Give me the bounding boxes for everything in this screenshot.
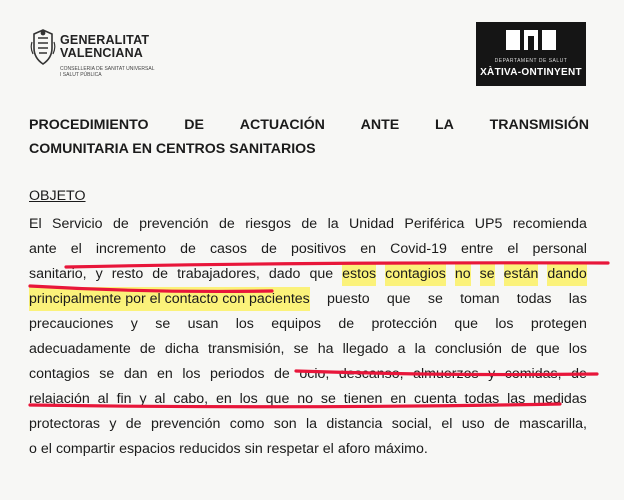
body-word: y [488, 366, 496, 382]
body-word: de [274, 366, 290, 382]
body-word: principalmente por el contacto con pacientes [29, 287, 310, 311]
body-word: de [261, 241, 277, 257]
body-line [29, 362, 587, 386]
body-word: Covid-19 [390, 241, 447, 257]
body-word: adecuadamente [29, 341, 131, 357]
body-word: toman [460, 291, 500, 307]
document-title [29, 113, 589, 161]
logo-name-line2: VALENCIANA [60, 46, 144, 60]
body-word: que [386, 291, 411, 307]
body-word: máximo. [374, 441, 428, 457]
body-word: dicha [164, 341, 199, 357]
body-word: que [309, 266, 334, 282]
body-word: el [40, 441, 52, 457]
body-word: de [125, 416, 142, 432]
body-word: espacios [119, 441, 176, 457]
body-word: respetar [266, 441, 319, 457]
body-word: la [414, 341, 426, 357]
body-word: los [568, 341, 587, 357]
body-word: de [494, 416, 510, 432]
body-word: estos [342, 262, 376, 286]
title-word: DE [184, 117, 205, 133]
logo-name-line1: GENERALITAT [60, 33, 150, 47]
body-word: los [495, 316, 514, 332]
body-line [29, 237, 587, 261]
generalitat-logo [30, 28, 180, 76]
body-word: al [154, 391, 166, 407]
body-line [29, 312, 587, 336]
body-word: aforo [337, 441, 371, 457]
body-word: UP5 [474, 216, 503, 232]
body-word: llegado [342, 341, 389, 357]
body-word: Servicio [52, 216, 103, 232]
body-word: Unidad [349, 216, 394, 232]
body-word: mascarilla, [519, 416, 587, 432]
body-word: fin [116, 391, 132, 407]
body-word: de [139, 341, 156, 357]
body-word: los [182, 366, 201, 382]
title-word: LA [434, 117, 454, 133]
body-word: ocio, [299, 366, 330, 382]
body-word: en [215, 391, 232, 407]
body-word: los [239, 391, 258, 407]
body-word: y [130, 316, 138, 332]
body-word: las [568, 291, 587, 307]
body-word: dando [547, 262, 586, 286]
body-word: la [306, 416, 318, 432]
body-word: precauciones [29, 316, 114, 332]
body-line [29, 337, 587, 361]
body-word: almuerzos [413, 366, 479, 382]
logo-sub-line1: CONSELLERIA DE SANITAT UNIVERSAL [60, 66, 155, 72]
body-word: social, [391, 416, 432, 432]
body-word: como [229, 416, 265, 432]
body-word: casos [209, 241, 248, 257]
body-word: en [390, 391, 407, 407]
body-line [29, 412, 587, 436]
body-word: el [70, 241, 82, 257]
section-heading: OBJETO [29, 188, 86, 204]
body-word: sanitario, [29, 266, 87, 282]
body-word: el [441, 416, 453, 432]
body-word: y [139, 391, 147, 407]
generalitat-name [60, 34, 149, 60]
body-word: periodos [210, 366, 265, 382]
body-line [29, 212, 587, 236]
body-word: y [109, 416, 117, 432]
body-word: recomienda [512, 216, 587, 232]
body-word: conclusión [434, 341, 502, 357]
body-word: prevención [150, 416, 221, 432]
crest-icon [30, 28, 56, 68]
body-word: personal [532, 241, 587, 257]
body-word: que [454, 316, 479, 332]
body-word: todas [464, 391, 500, 407]
body-word: positivos [290, 241, 347, 257]
body-word: relajación [29, 391, 90, 407]
body-word: uso [461, 416, 485, 432]
body-word: los [235, 316, 254, 332]
body-word: equipos [271, 316, 321, 332]
body-word: no [297, 391, 314, 407]
body-word: de [218, 216, 235, 232]
body-word: la [327, 216, 339, 232]
title-line-1 [29, 113, 589, 137]
body-word: cabo, [173, 391, 209, 407]
body-word: compartir [55, 441, 116, 457]
generalitat-subtitle [60, 66, 190, 78]
body-word: no [455, 262, 471, 286]
body-line [29, 262, 587, 286]
body-word: a [397, 341, 406, 357]
body-word: medidas [533, 391, 587, 407]
body-word: o [29, 441, 37, 457]
body-word: en [360, 241, 377, 257]
body-word: sin [244, 441, 263, 457]
body-word: en [157, 366, 173, 382]
body-word: de [338, 316, 355, 332]
body-word: que [265, 391, 290, 407]
body-word: protectoras [29, 416, 100, 432]
body-word: están [504, 262, 539, 286]
body-word: todas [516, 291, 552, 307]
body-word: prevención [139, 216, 209, 232]
body-word: protegen [530, 316, 587, 332]
title-word: ANTE [360, 117, 400, 133]
body-word: de [152, 266, 169, 282]
body-line [29, 387, 587, 411]
body-word: transmisión, [207, 341, 285, 357]
body-word: de [511, 341, 527, 357]
body-word: entre [460, 241, 494, 257]
title-word: TRANSMISIÓN [489, 117, 589, 133]
body-word: puesto [327, 291, 370, 307]
body-word: se [293, 341, 309, 357]
body-word: cuenta [414, 391, 457, 407]
body-word: incremento [95, 241, 167, 257]
body-word: tienen [343, 391, 383, 407]
body-line [29, 287, 587, 311]
body-word: se [427, 291, 443, 307]
body-word: El [29, 216, 42, 232]
body-word: descanso, [338, 366, 404, 382]
body-word: ha [317, 341, 334, 357]
body-word: ante [29, 241, 57, 257]
body-word: el [507, 241, 519, 257]
body-word: se [99, 366, 115, 382]
body-word: de [112, 216, 129, 232]
body-word: de [180, 241, 196, 257]
body-word: se [320, 391, 336, 407]
body-word: las [507, 391, 526, 407]
title-word: PROCEDIMIENTO [29, 117, 149, 133]
body-word: protección [371, 316, 437, 332]
body-word: dan [123, 366, 148, 382]
body-word: al [97, 391, 109, 407]
body-word: el [322, 441, 334, 457]
body-word: trabajadores, [177, 266, 260, 282]
department-small-text: DEPARTAMENT DE SALUT [494, 58, 568, 64]
body-word: comidas, [504, 366, 562, 382]
body-word: reducidos [179, 441, 241, 457]
body-word: se [155, 316, 171, 332]
department-name: XÀTIVA-ONTINYENT [480, 67, 582, 78]
body-word: contagios [385, 262, 446, 286]
body-line [29, 437, 587, 461]
body-word: se [480, 262, 495, 286]
body-word: de [301, 216, 318, 232]
body-word: riesgos [245, 216, 291, 232]
departamento-logo [476, 22, 586, 86]
body-word: que [535, 341, 560, 357]
title-line-2: COMUNITARIA EN CENTROS SANITARIOS [29, 141, 316, 157]
building-icon [504, 28, 558, 52]
body-word: son [273, 416, 297, 432]
body-word: distancia [326, 416, 383, 432]
body-word: contagios [29, 366, 90, 382]
body-word: Periférica [404, 216, 465, 232]
logo-sub-line2: I SALUT PÚBLICA [60, 72, 102, 78]
body-word: y [95, 266, 103, 282]
body-word: resto [111, 266, 144, 282]
body-word: dado [268, 266, 301, 282]
title-word: ACTUACIÓN [239, 117, 325, 133]
body-word: usan [187, 316, 219, 332]
body-word: de [571, 366, 587, 382]
